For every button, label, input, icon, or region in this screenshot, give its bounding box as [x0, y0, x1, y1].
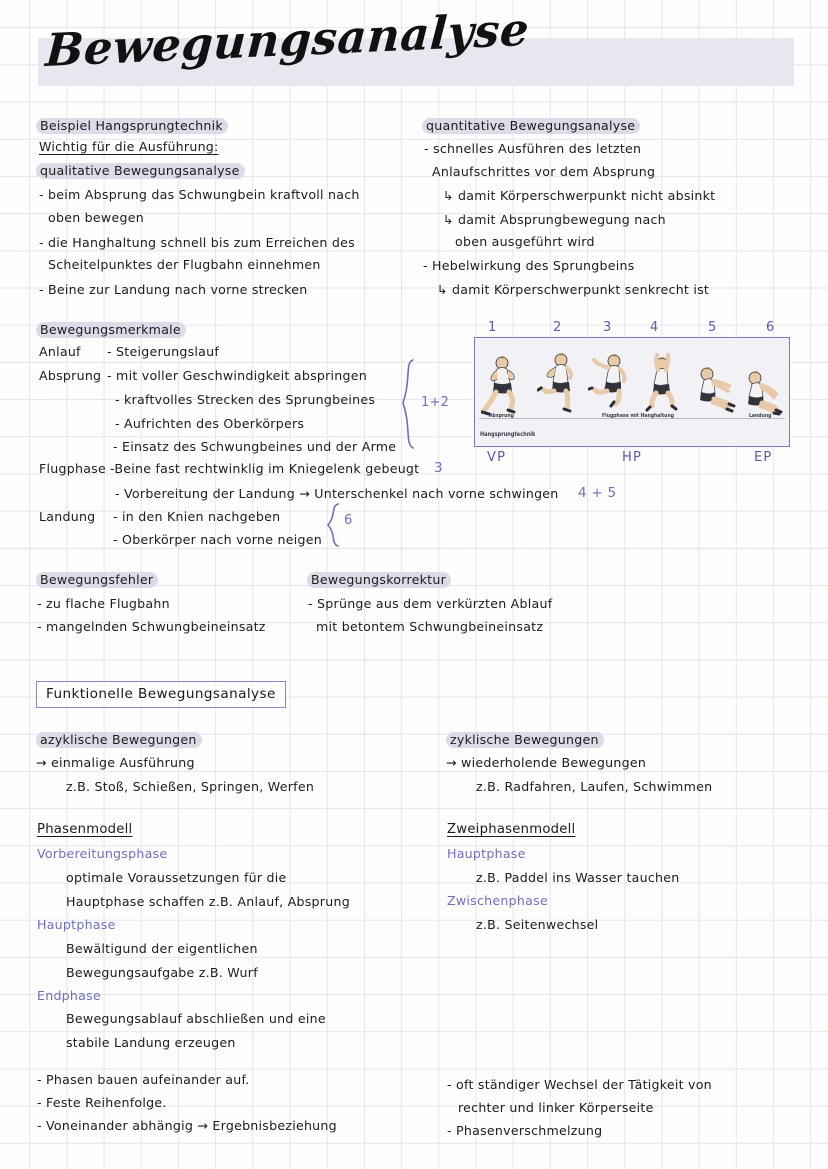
- hangsprung-figure-panel: [474, 337, 790, 447]
- phase-name-hauptphase-2: Hauptphase: [447, 846, 526, 861]
- phasenmodell-note: - Phasen bauen aufeinander auf.: [37, 1072, 250, 1087]
- qualitative-line: - beim Absprung das Schwungbein kraftvoll nach: [39, 187, 360, 202]
- phase-detail: Hauptphase schaffen z.B. Anlauf, Absprung: [66, 894, 350, 909]
- heading-funktionelle-bewegungsanalyse: Funktionelle Bewegungsanalyse: [36, 681, 286, 708]
- heading-bewegungsfehler: Bewegungsfehler: [36, 572, 158, 588]
- phase-name-vorbereitungsphase: Vorbereitungsphase: [37, 846, 168, 861]
- figure-caption-left: Absprung: [489, 413, 514, 420]
- label-wichtig: Wichtig für die Ausführung:: [39, 139, 219, 154]
- athlete-figure-4: [639, 352, 685, 418]
- heading-bewegungsmerkmale: Bewegungsmerkmale: [36, 322, 186, 338]
- figure-caption-right: Landung: [749, 413, 772, 420]
- merkmale-text: - Vorbereitung der Landung → Unterschenkel nach vorne schwingen: [115, 486, 559, 501]
- athlete-figure-3: [588, 352, 634, 418]
- athlete-figure-5: [693, 352, 739, 418]
- figure-number-3: 3: [603, 320, 612, 335]
- heading-azyklische: azyklische Bewegungen: [36, 732, 202, 748]
- figure-caption-main: Hangsprungtechnik: [480, 431, 536, 439]
- merkmale-text: - Oberkörper nach vorne neigen: [113, 532, 322, 547]
- annotation-vorbereitung-number: 4 + 5: [578, 485, 617, 501]
- phase-detail: Bewegungsaufgabe z.B. Wurf: [66, 965, 258, 980]
- brace-lower: [325, 502, 345, 548]
- zyklische-example: z.B. Radfahren, Laufen, Schwimmen: [476, 779, 713, 794]
- zweiphasenmodell-note: - oft ständiger Wechsel der Tätigkeit von: [447, 1077, 712, 1092]
- heading-zyklische: zyklische Bewegungen: [446, 732, 604, 748]
- quantitative-line: ↳ damit Körperschwerpunkt senkrecht ist: [437, 282, 710, 297]
- quantitative-line: Anlaufschrittes vor dem Absprung: [432, 164, 656, 179]
- azyklische-example: z.B. Stoß, Schießen, Springen, Werfen: [66, 779, 315, 794]
- merkmale-phase: Flugphase: [39, 461, 106, 476]
- athlete-figure-6: [741, 352, 787, 418]
- merkmale-text: - mit voller Geschwindigkeit abspringen: [107, 368, 368, 383]
- brace-upper: [399, 358, 421, 450]
- annotation-flugphase-number: 3: [434, 460, 443, 476]
- phase-label-ep: EP: [754, 450, 773, 465]
- merkmale-phase: Landung: [39, 509, 96, 524]
- korrektur-item: mit betontem Schwungbeineinsatz: [316, 619, 544, 634]
- phase-detail: z.B. Seitenwechsel: [476, 917, 599, 932]
- heading-quantitative: quantitative Bewegungsanalyse: [422, 118, 640, 134]
- phase-detail: optimale Voraussetzungen für die: [66, 870, 287, 885]
- label-beispiel: Beispiel Hangsprungtechnik: [36, 118, 228, 134]
- heading-bewegungskorrektur: Bewegungskorrektur: [307, 572, 451, 588]
- azyklische-line: → einmalige Ausführung: [36, 755, 195, 770]
- phase-label-vp: VP: [487, 450, 507, 465]
- merkmale-text: - Aufrichten des Oberkörpers: [115, 416, 305, 431]
- qualitative-line: Scheitelpunktes der Flugbahn einnehmen: [48, 257, 321, 272]
- figure-number-5: 5: [708, 320, 717, 335]
- figure-number-4: 4: [650, 320, 659, 335]
- merkmale-phase: Absprung: [39, 368, 102, 383]
- qualitative-line: - Beine zur Landung nach vorne strecken: [39, 282, 308, 297]
- phase-detail: z.B. Paddel ins Wasser tauchen: [476, 870, 680, 885]
- zweiphasenmodell-note: rechter und linker Körperseite: [458, 1100, 654, 1115]
- phase-detail: Bewegungsablauf abschließen und eine: [66, 1011, 326, 1026]
- phase-detail: stabile Landung erzeugen: [66, 1035, 236, 1050]
- heading-qualitative: qualitative Bewegungsanalyse: [36, 163, 245, 179]
- phase-detail: Bewältigund der eigentlichen: [66, 941, 258, 956]
- qualitative-line: - die Hanghaltung schnell bis zum Erreichen des: [39, 235, 355, 250]
- merkmale-text: - Einsatz des Schwungbeines und der Arme: [113, 439, 397, 454]
- merkmale-text: - Steigerungslauf: [107, 344, 220, 359]
- phase-label-hp: HP: [622, 450, 643, 465]
- zyklische-line: → wiederholende Bewegungen: [446, 755, 647, 770]
- fehler-item: - mangelnden Schwungbeineinsatz: [37, 619, 266, 634]
- phase-name-hauptphase: Hauptphase: [37, 917, 116, 932]
- merkmale-text: -Beine fast rechtwinklig im Kniegelenk gebeugt: [110, 461, 420, 476]
- merkmale-phase: Anlauf: [39, 344, 81, 359]
- quantitative-line: oben ausgeführt wird: [455, 234, 595, 249]
- heading-zweiphasenmodell: Zweiphasenmodell: [447, 822, 576, 837]
- quantitative-line: ↳ damit Absprungbewegung nach: [443, 212, 666, 227]
- phasenmodell-note: - Feste Reihenfolge.: [37, 1095, 167, 1110]
- athlete-figure-1: [481, 352, 527, 418]
- quantitative-line: - Hebelwirkung des Sprungbeins: [423, 258, 635, 273]
- merkmale-text: - kraftvolles Strecken des Sprungbeines: [115, 392, 376, 407]
- athlete-figure-2: [537, 352, 583, 418]
- phase-name-endphase: Endphase: [37, 988, 101, 1003]
- phase-name-zwischenphase: Zwischenphase: [447, 893, 548, 908]
- merkmale-text: - in den Knien nachgeben: [113, 509, 281, 524]
- phasenmodell-note: - Voneinander abhängig → Ergebnisbeziehung: [37, 1118, 337, 1133]
- fehler-item: - zu flache Flugbahn: [37, 596, 170, 611]
- korrektur-item: - Sprünge aus dem verkürzten Ablauf: [308, 596, 553, 611]
- annotation-brace-lower: 6: [344, 513, 353, 528]
- figure-caption-center: Flugphase mit Hanghaltung: [602, 413, 675, 420]
- annotation-brace-upper: 1+2: [421, 395, 450, 410]
- quantitative-line: - schnelles Ausführen des letzten: [424, 141, 642, 156]
- figure-number-1: 1: [488, 320, 497, 335]
- figure-number-2: 2: [553, 320, 562, 335]
- qualitative-line: oben bewegen: [48, 210, 144, 225]
- figure-caption-row: [479, 414, 785, 424]
- page-title: Bewegungsanalyse: [44, 2, 531, 78]
- zweiphasenmodell-note: - Phasenverschmelzung: [447, 1123, 603, 1138]
- figure-number-6: 6: [766, 320, 775, 335]
- quantitative-line: ↳ damit Körperschwerpunkt nicht absinkt: [443, 188, 716, 203]
- heading-phasenmodell: Phasenmodell: [37, 822, 133, 837]
